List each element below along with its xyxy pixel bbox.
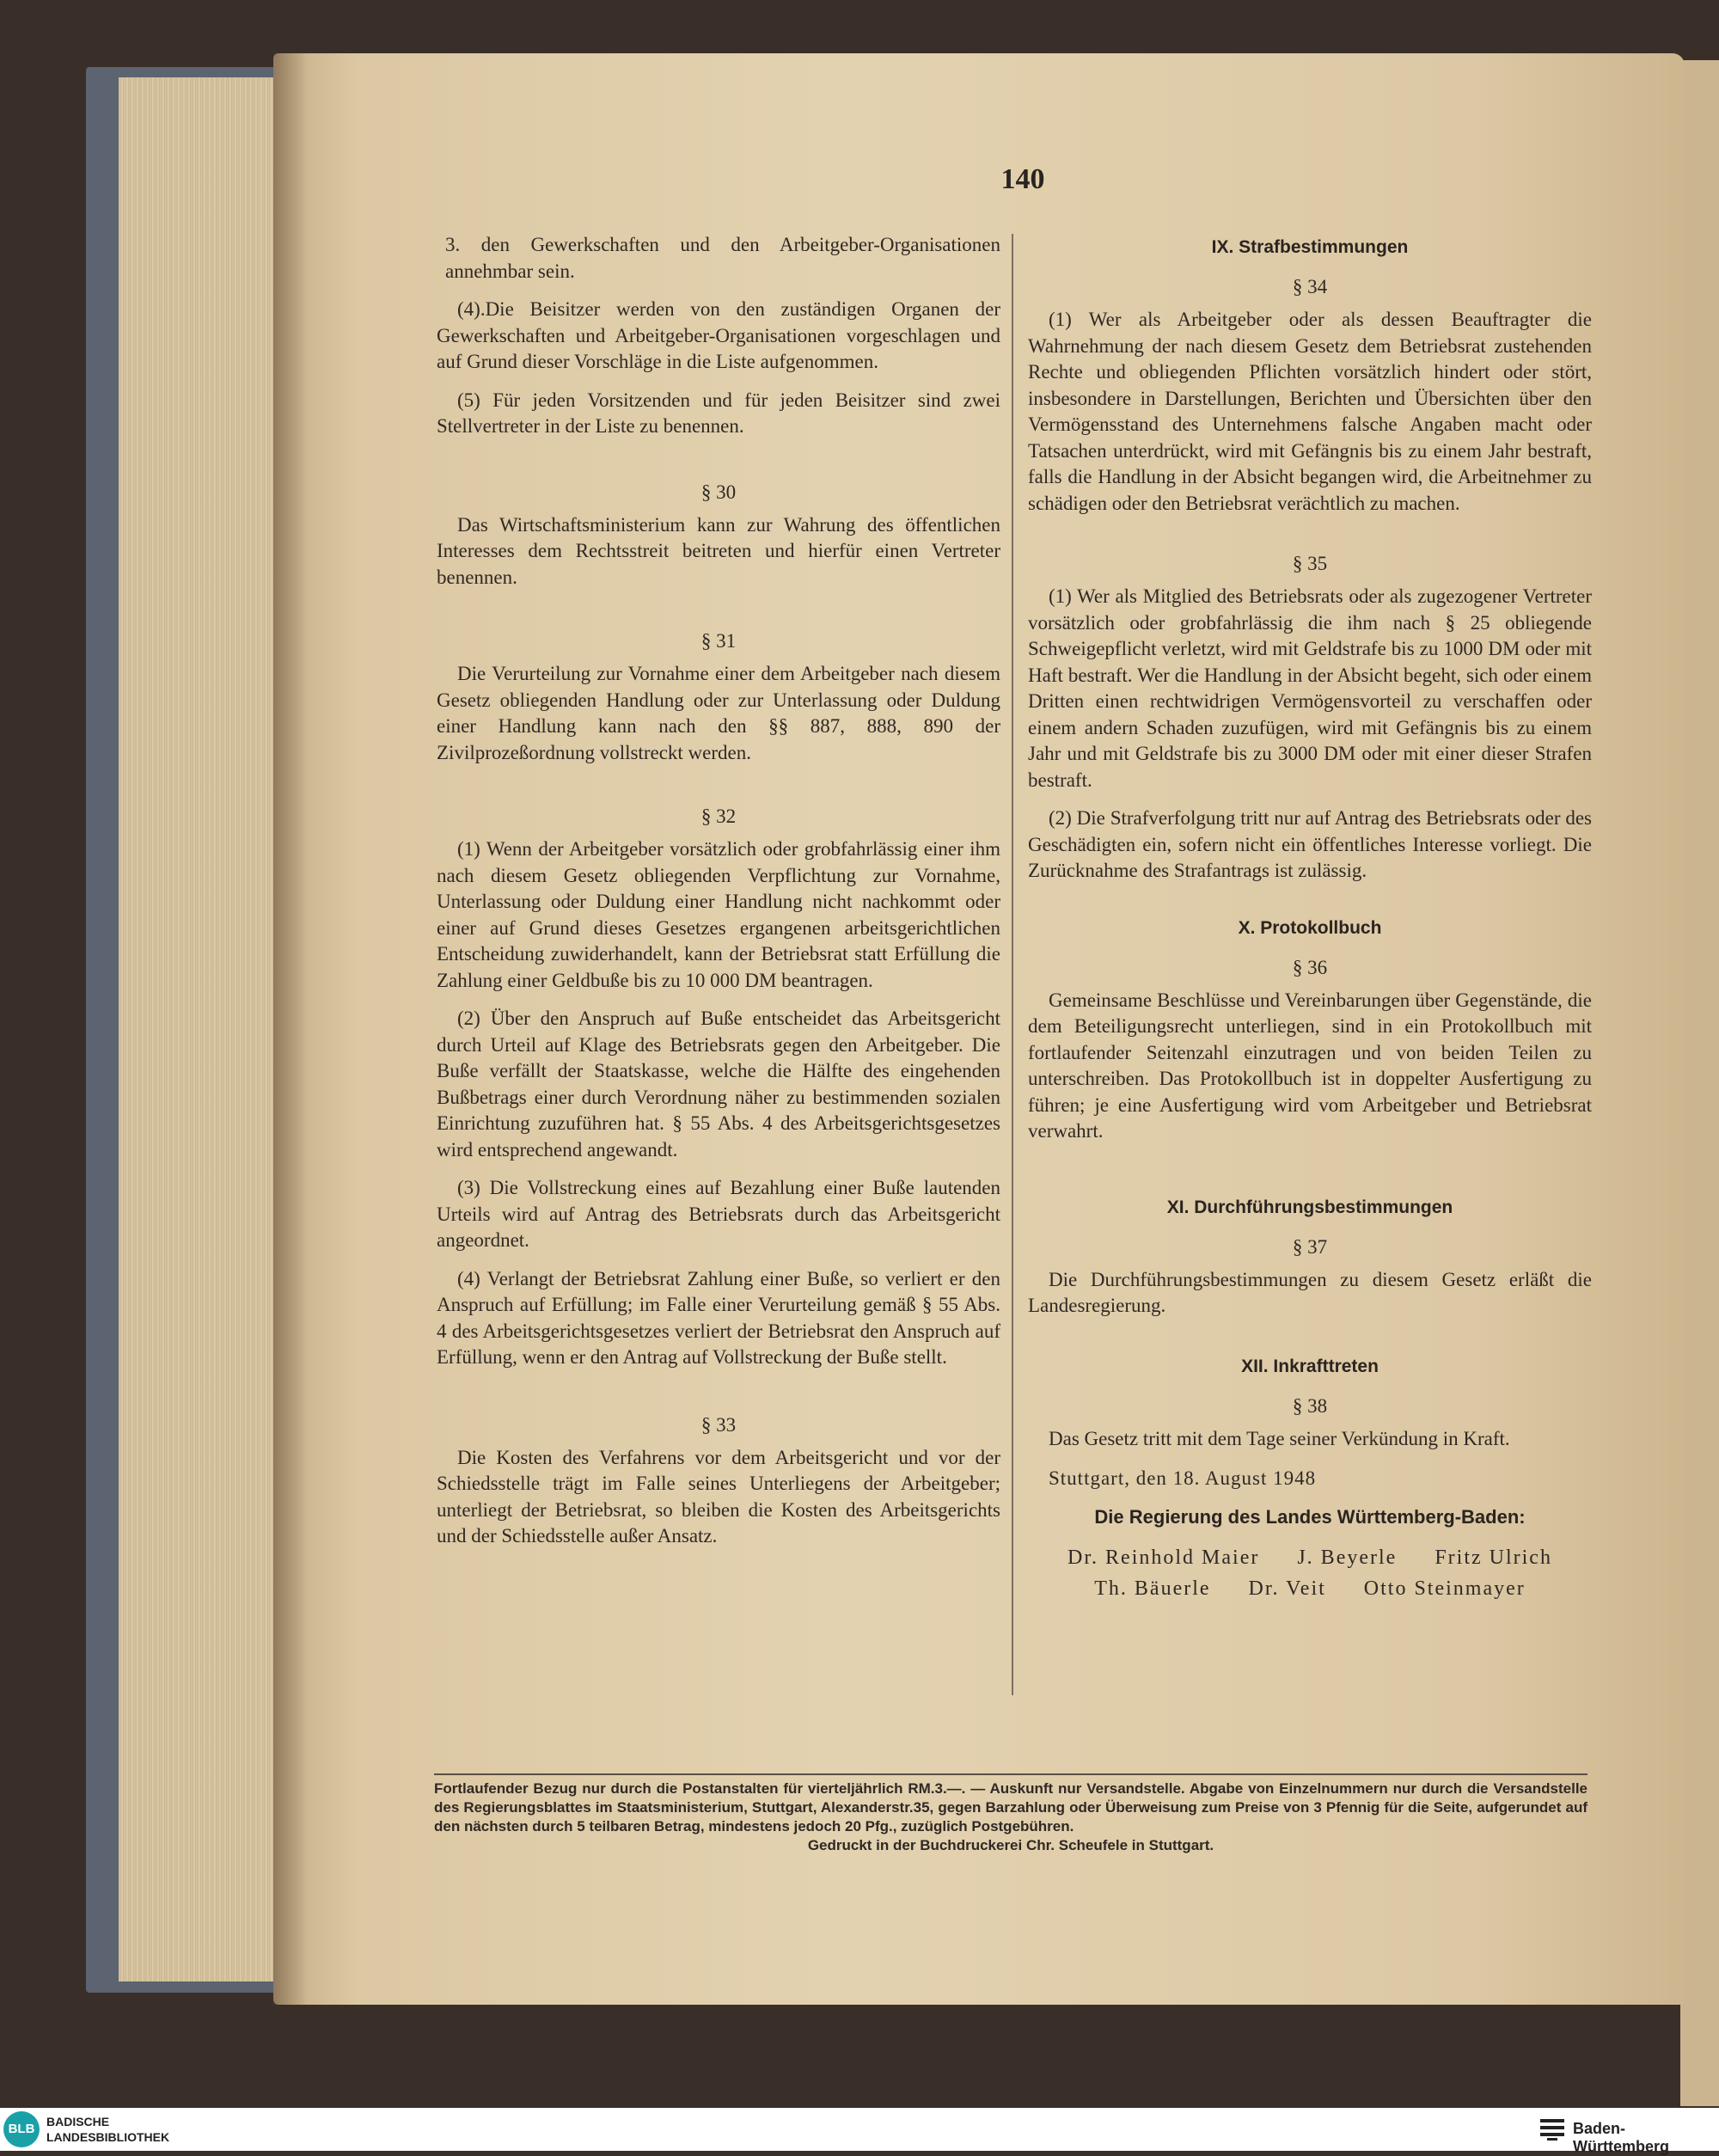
footer-rule (434, 1773, 1587, 1775)
signatures-row-2 (1028, 1573, 1592, 1604)
paragraph: (1) Wer als Mitglied des Betriebsrats oder als zugezogener Vertreter vorsätzlich oder grobfahrlässig die ihm nach § 25 obliegende Schweigepflicht verletzt, wird mit Geldstrafe bis zu 1000 DM oder mit Haft bestraft. Wer die Handlung in der Absicht begeht, sich oder einem Dritten einen rechtwidrigen Vermögensvorteil zu verschaffen oder einem andern Schaden zuzufügen, wird mit Gefängnis bis zu einem Jahr und mit Geldstrafe bis zu 3000 DM oder mit einer dieser Strafen bestraft. (1028, 585, 1592, 791)
section-number: § 36 (1292, 956, 1328, 978)
page-gutter-shadow (273, 53, 308, 2005)
state-emblem-icon (1539, 2116, 1566, 2142)
government-line: Die Regierung des Landes Württemberg-Baden: (1094, 1505, 1526, 1528)
paragraph: 3. den Gewerkschaften und den Arbeitgeber-Organisationen annehmbar sein. (445, 234, 1000, 282)
column-divider (1012, 234, 1013, 1695)
paragraph: (1) Wenn der Arbeitgeber vorsätzlich oder grobfahrlässig einer ihm nach diesem Gesetz obliegenden Verpflichtung zur Vornahme, Unterlassung oder Duldung einer Handlung nicht nachkommt oder einer auf Grund dieses Gesetzes ergangenen arbeitsgerichtlichen Entscheidung zuwiderhandelt, kann der Betriebsrat statt Erfüllung die Zahlung einer Geldbuße bis zu 10 000 DM beantragen. (437, 838, 1000, 991)
section-number: § 31 (700, 630, 737, 652)
paragraph: (5) Für jeden Vorsitzenden und für jeden Beisitzer sind zwei Stellvertreter in der Liste zu benennen. (437, 389, 1000, 437)
printer-line: Gedruckt in der Buchdruckerei Chr. Scheufele in Stuttgart. (807, 1837, 1214, 1853)
paragraph: Die Kosten des Verfahrens vor dem Arbeitsgericht und vor der Schiedsstelle trägt im Falle seines Unterliegens der Arbeitgeber; unterliegt der Betriebsrat, so bleiben die Kosten des Arbeitsgerichts und der Schiedsstelle außer Ansatz. (437, 1446, 1000, 1547)
viewer-footer-bar (0, 2108, 1719, 2155)
section-heading: XI. Durchführungsbestimmungen (1166, 1197, 1453, 1217)
paragraph: Gemeinsame Beschlüsse und Vereinbarungen über Gegenstände, die dem Beteiligungsrecht unterliegen, sind in ein Protokollbuch mit fortlaufender Seitenzahl einzutragen und von beiden Teilen zu unterschreiben. Das Protokollbuch ist in doppelter Ausfertigung zu führen; je eine Ausfertigung wird vom Arbeitgeber und Betriebsrat verwahrt. (1028, 989, 1592, 1142)
signature-name: J. Beyerle (1297, 1546, 1398, 1569)
state-label: Baden-Württemberg (1573, 2120, 1669, 2155)
section-number: § 38 (1292, 1394, 1328, 1417)
library-name-line: LANDESBIBLIOTHEK (46, 2130, 170, 2144)
footer-notice (434, 1779, 1587, 1855)
left-column (437, 232, 1000, 1550)
paragraph: (2) Die Strafverfolgung tritt nur auf Antrag des Betriebsrats oder des Geschädigten ein, sofern nicht ein öffentliches Interesse vorliegt. Die Zurücknahme des Strafantrags ist zulässig. (1028, 807, 1592, 881)
paragraph: (2) Über den Anspruch auf Buße entscheidet das Arbeitsgericht durch Urteil auf Klage des Betriebsrats gegen den Arbeitgeber. Die Buße verfällt der Staatskasse, welche die Hälfte des eingehenden Bußbetrags einer durch Verordnung näher zu bestimmenden sozialen Einrichtung zuzuführen hat. § 55 Abs. 4 des Arbeitsgerichtsgesetzes wird entsprechend angewandt. (437, 1008, 1000, 1161)
paragraph: Die Verurteilung zur Vornahme einer dem Arbeitgeber nach diesem Gesetz obliegenden Handlung oder zur Unterlassung oder Duldung einer Handlung kann nach den §§ 887, 888, 890 der Zivilprozeßordnung vollstreckt werden. (437, 663, 1000, 763)
signature-name: Th. Bäuerle (1094, 1577, 1211, 1600)
paragraph: Das Wirtschaftsministerium kann zur Wahrung des öffentlichen Interesses dem Rechtsstreit beitreten und hierfür einen Vertreter benennen. (437, 513, 1000, 588)
section-number: § 32 (700, 805, 737, 827)
right-column (1028, 235, 1592, 1604)
signature-name: Fritz Ulrich (1435, 1546, 1552, 1569)
signature-name: Otto Steinmayer (1363, 1577, 1526, 1600)
signature-name: Dr. Reinhold Maier (1067, 1546, 1260, 1569)
signature-name: Dr. Veit (1248, 1577, 1326, 1600)
paragraph: Die Durchführungsbestimmungen zu diesem Gesetz erläßt die Landesregierung. (1028, 1268, 1592, 1316)
section-number: § 30 (700, 481, 737, 503)
section-number: § 33 (700, 1413, 737, 1436)
section-heading: XII. Inkrafttreten (1241, 1356, 1379, 1376)
footer-text: Fortlaufender Bezug nur durch die Postanstalten für vierteljährlich RM.3.—. — Auskunft nur Versandstelle. Abgabe von Einzelnummern nur durch die Versandstelle des Regierungsblattes im Staatsministerium, Stuttgart, Alexanderstr.35, gegen Barzahlung oder Überweisung zum Preise von 3 Pfennig für die Seite, aufgerundet auf den nächsten durch 5 teilbaren Betrag, mindestens jedoch 20 Pfg., zuzüglich Postgebühren. (434, 1780, 1587, 1834)
section-heading: X. Protokollbuch (1238, 917, 1382, 938)
library-name (46, 2114, 169, 2145)
section-number: § 35 (1292, 553, 1328, 574)
page-edges (119, 77, 273, 1981)
paragraph: (4) Verlangt der Betriebsrat Zahlung einer Buße, so verliert er den Anspruch auf Erfüllung; im Falle einer Verurteilung gemäß § 55 Abs. 4 des Arbeitsgerichtsgesetzes verliert der Betriebsrat den Anspruch auf Erfüllung, wenn er den Antrag auf Vollstreckung der Buße stellt. (437, 1267, 1000, 1368)
library-name-line: BADISCHE (46, 2115, 110, 2128)
paragraph: (1) Wer als Arbeitgeber oder als dessen Beauftragter die Wahrnehmung der nach diesem Gesetz dem Betriebsrat zustehenden Rechte und obliegenden Pflichten vorsätzlich hindert oder stört, insbesondere in Darstellungen, Berichten und Übersichten über den Vermögensstand des Unternehmens falsche Angaben macht oder Tatsachen unterdrückt, wird mit Gefängnis bis zu einem Jahr bestraft, falls die Handlung in der Absicht begangen wird, die Arbeitnehmer zu schädigen oder den Betriebsrat verächtlich zu machen. (1028, 309, 1592, 514)
section-number: § 37 (1292, 1235, 1328, 1258)
facing-page-edge (1680, 60, 1719, 2106)
paragraph: (3) Die Vollstreckung eines auf Bezahlung einer Buße lautenden Urteils wird auf Antrag des Betriebsrats durch das Arbeitsgericht angeordnet. (437, 1177, 1000, 1251)
section-heading: IX. Strafbestimmungen (1211, 237, 1409, 257)
signatures-row-1 (1028, 1542, 1592, 1573)
section-number: § 34 (1292, 276, 1328, 297)
blb-logo-icon[interactable]: BLB (3, 2111, 40, 2147)
paragraph: (4).Die Beisitzer werden von den zuständigen Organen der Gewerkschaften und Arbeitgeber-Organisationen vorgeschlagen und auf Grund dieser Vorschläge in die Liste aufgenommen. (437, 298, 1000, 372)
page-number: 140 (1000, 163, 1045, 195)
paragraph: Das Gesetz tritt mit dem Tage seiner Verkündung in Kraft. (1049, 1427, 1510, 1449)
place-date: Stuttgart, den 18. August 1948 (1049, 1467, 1317, 1489)
